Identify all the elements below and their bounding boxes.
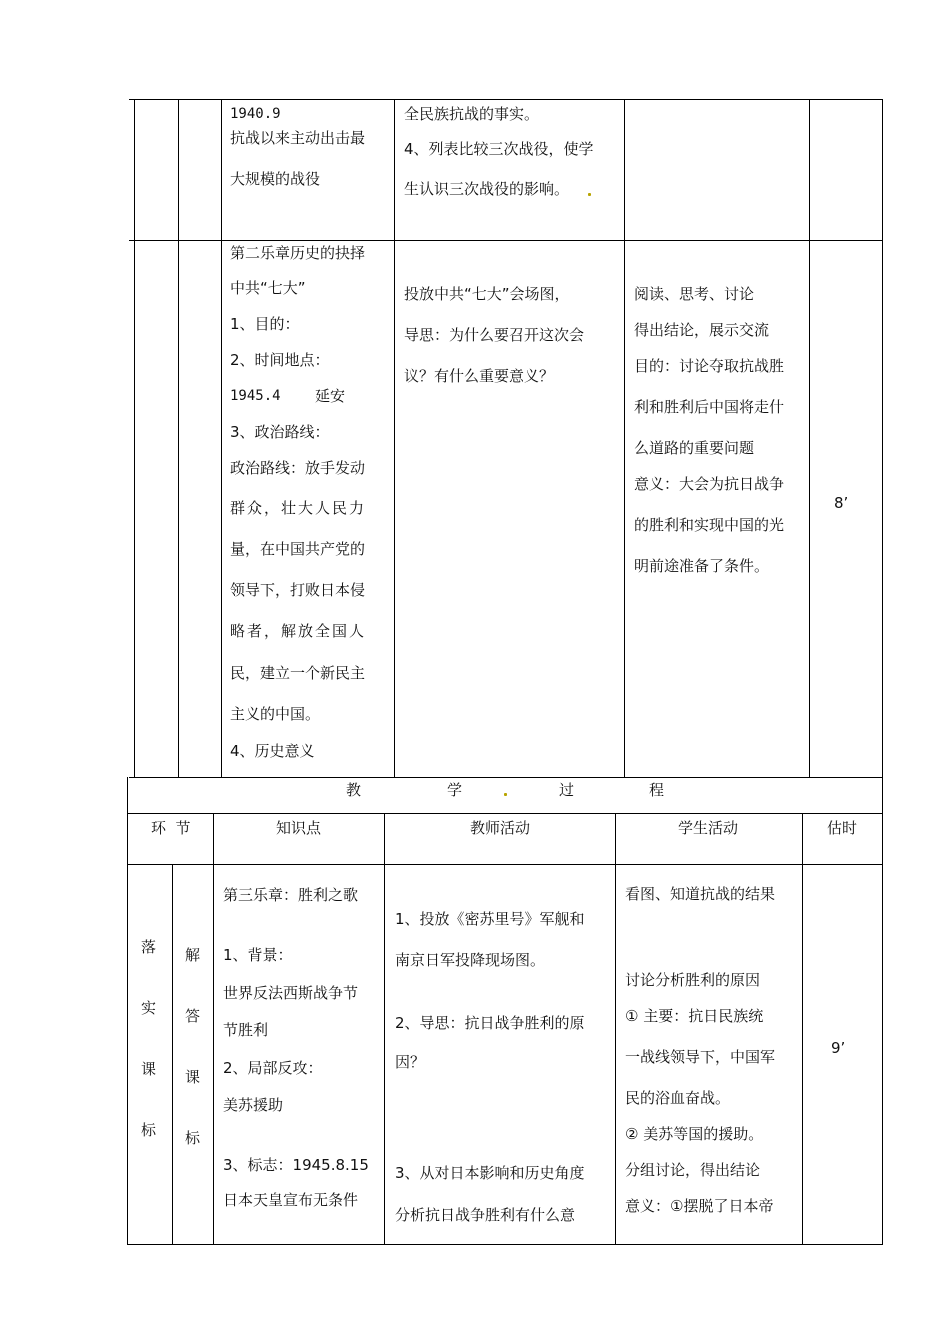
section-sub-char: 课: [185, 1068, 201, 1086]
lower-student-line: 讨论分析胜利的原因: [625, 971, 761, 989]
upper-row2-knowledge-line: 领导下，打败日本侵: [230, 581, 366, 599]
upper-row1-teacher-line: 4、列表比较三次战役，使学: [404, 140, 594, 158]
section-main-char: 实: [141, 999, 157, 1017]
lower-header-bottom: [127, 813, 883, 814]
section-sub-char: 答: [185, 1007, 201, 1025]
lower-teacher-line: 2、导思：抗日战争胜利的原: [395, 1014, 585, 1032]
lower-student-line: 民的浴血奋战。: [625, 1089, 731, 1107]
upper-row2-teacher-line: 导思：为什么要召开这次会: [404, 326, 585, 344]
scan-mark: [504, 793, 507, 796]
section-main-char: 课: [141, 1060, 157, 1078]
upper-divider-time: [809, 99, 810, 778]
upper-divider-teacher: [394, 99, 395, 778]
upper-bottom-border: [129, 777, 883, 778]
upper-row2-student-line: 的胜利和实现中国的光: [634, 516, 785, 534]
section-sub-char: 解: [185, 946, 201, 964]
lower-knowledge-line: 美苏援助: [223, 1096, 284, 1114]
lower-knowledge-line: 第三乐章：胜利之歌: [223, 886, 359, 904]
header-time: 估时: [827, 819, 858, 837]
process-title-char: 教: [346, 781, 362, 799]
upper-row2-knowledge-line: 略者，解放全国人: [230, 622, 367, 640]
upper-row2-knowledge-line: 4、历史意义: [230, 742, 315, 760]
upper-row2-knowledge-line: 1、目的：: [230, 315, 300, 333]
lower-student-line: ① 主要：抗日民族统: [625, 1007, 764, 1025]
lower-student-line: 一战线领导下，中国军: [625, 1048, 776, 1066]
lower-divider-time: [802, 813, 803, 1245]
lower-divider-teacher: [384, 813, 385, 1245]
lower-teacher-line: 1、投放《密苏里号》军舰和: [395, 910, 585, 928]
upper-row2-knowledge-line: 中共“七大”: [230, 279, 306, 297]
upper-top-border: [129, 99, 883, 100]
upper-row1-knowledge-line: 1940.9: [230, 106, 281, 122]
upper-row1-teacher-line: 全民族抗战的事实。: [404, 105, 540, 123]
section-main-char: 标: [141, 1121, 157, 1139]
upper-row2-student-line: 么道路的重要问题: [634, 439, 755, 457]
upper-row2-knowledge-line: 2、时间地点：: [230, 351, 330, 369]
lower-student-line: 意义：①摆脱了日本帝: [625, 1197, 774, 1215]
upper-row1-knowledge-line: 大规模的战役: [230, 170, 321, 188]
upper-row2-knowledge-line: 延安: [315, 387, 346, 405]
section-sub-char: 标: [185, 1129, 201, 1147]
upper-row2-student-line: 明前途准备了条件。: [634, 557, 770, 575]
upper-row2-student-line: 阅读、思考、讨论: [634, 285, 755, 303]
upper-row2-knowledge-line: 量，在中国共产党的: [230, 540, 366, 558]
header-section: 环 节: [151, 819, 191, 837]
lower-time: 9’: [831, 1039, 846, 1057]
lower-divider-section: [213, 813, 214, 1245]
upper-row2-knowledge-line: 第二乐章历史的抉择: [230, 244, 366, 262]
process-title-char: 过: [559, 781, 575, 799]
upper-row2-knowledge-line: 群众，壮大人民力: [230, 499, 367, 517]
lower-knowledge-line: 世界反法西斯战争节: [223, 984, 359, 1002]
header-teacher: 教师活动: [470, 819, 531, 837]
lower-teacher-line: 南京日军投降现场图。: [395, 951, 546, 969]
upper-divider-student: [624, 99, 625, 778]
upper-divider-knowledge: [221, 99, 222, 778]
lower-left-border: [127, 777, 128, 1245]
lower-student-line: ② 美苏等国的援助。: [625, 1125, 764, 1143]
upper-row2-knowledge-line: 1945.4: [230, 388, 281, 404]
process-title-char: 学: [447, 781, 463, 799]
scan-mark: [588, 193, 591, 196]
section-main-char: 落: [141, 938, 157, 956]
lower-colheader-bottom: [127, 864, 883, 865]
upper-row2-time: 8’: [834, 494, 849, 512]
upper-row2-knowledge-line: 主义的中国。: [230, 705, 321, 723]
process-title-char: 程: [649, 781, 665, 799]
lower-divider-student: [615, 813, 616, 1245]
lower-knowledge-line: 2、局部反攻：: [223, 1059, 323, 1077]
header-knowledge: 知识点: [276, 819, 322, 837]
lower-student-line: 分组讨论，得出结论: [625, 1161, 761, 1179]
lower-knowledge-line: 日本天皇宣布无条件: [223, 1191, 359, 1209]
header-student: 学生活动: [678, 819, 739, 837]
upper-row-divider: [129, 240, 883, 241]
upper-row2-student-line: 得出结论，展示交流: [634, 321, 770, 339]
upper-row2-knowledge-line: 政治路线：放手发动: [230, 459, 366, 477]
lower-student-line: 看图、知道抗战的结果: [625, 885, 776, 903]
upper-row2-knowledge-line: 3、政治路线：: [230, 423, 330, 441]
lower-knowledge-line: 1、背景：: [223, 946, 293, 964]
upper-right-border: [882, 99, 883, 778]
upper-row2-student-line: 目的：讨论夺取抗战胜: [634, 357, 785, 375]
upper-row1-teacher-line: 生认识三次战役的影响。: [404, 180, 570, 198]
lower-divider-subsection: [172, 864, 173, 1245]
upper-row2-teacher-line: 议？有什么重要意义？: [404, 367, 555, 385]
lower-right-border: [882, 777, 883, 1245]
lower-knowledge-line: 节胜利: [223, 1021, 269, 1039]
lower-teacher-line: 分析抗日战争胜利有什么意: [395, 1206, 576, 1224]
upper-row2-student-line: 利和胜利后中国将走什: [634, 398, 785, 416]
upper-row2-teacher-line: 投放中共“七大”会场图，: [404, 285, 570, 303]
upper-row2-knowledge-line: 民，建立一个新民主: [230, 664, 366, 682]
lower-teacher-line: 3、从对日本影响和历史角度: [395, 1164, 585, 1182]
upper-left-border: [134, 99, 135, 778]
upper-divider-section: [178, 99, 179, 778]
upper-row2-student-line: 意义：大会为抗日战争: [634, 475, 785, 493]
lower-knowledge-line: 3、标志：1945.8.15: [223, 1156, 369, 1174]
upper-row1-knowledge-line: 抗战以来主动出击最: [230, 129, 366, 147]
lower-bottom-border: [127, 1244, 883, 1245]
lower-teacher-line: 因？: [395, 1053, 426, 1071]
